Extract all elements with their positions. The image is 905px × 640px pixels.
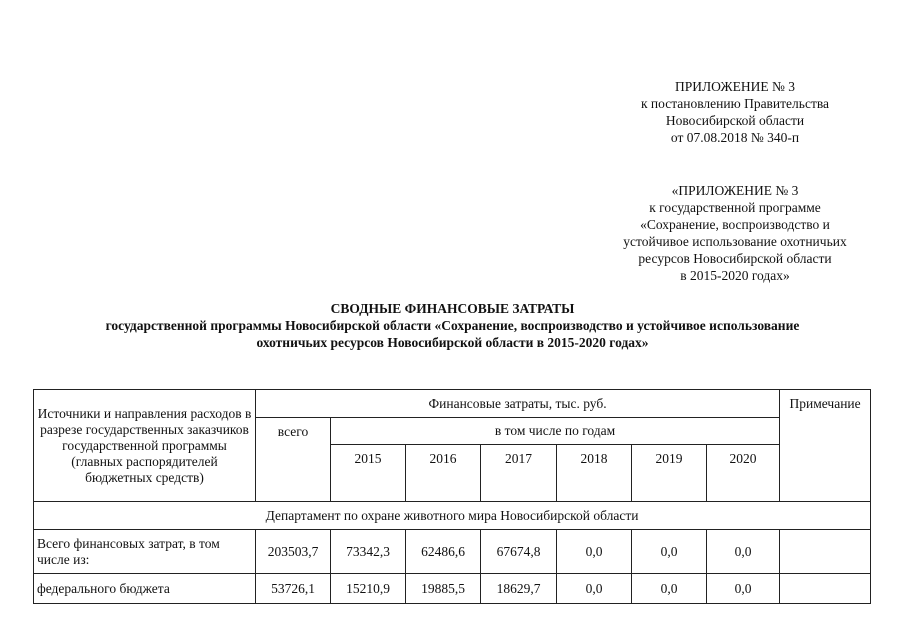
appendix2-line: к государственной программе bbox=[649, 200, 821, 215]
costs-header: Финансовые затраты, тыс. руб. bbox=[256, 390, 780, 418]
appendix1-line: ПРИЛОЖЕНИЕ № 3 bbox=[674, 79, 796, 94]
row-value: 0,0 bbox=[557, 530, 632, 574]
document-heading bbox=[20, 300, 885, 351]
row-label: Всего финансовых затрат, в том числе из: bbox=[34, 530, 256, 574]
year-header: 2019 bbox=[632, 445, 707, 502]
year-header: 2020 bbox=[707, 445, 780, 502]
department-name: Департамент по охране животного мира Новосибирской области bbox=[34, 502, 871, 530]
appendix2-line: в 2015-2020 годах» bbox=[680, 268, 790, 283]
appendix-block-1 bbox=[600, 78, 870, 146]
row-note bbox=[780, 574, 871, 604]
row-value: 0,0 bbox=[707, 530, 780, 574]
row-label: федерального бюджета bbox=[34, 574, 256, 604]
year-header: 2016 bbox=[406, 445, 481, 502]
row-total: 203503,7 bbox=[256, 530, 331, 574]
appendix2-line: устойчивое использование охотничьих bbox=[623, 234, 847, 249]
row-value: 15210,9 bbox=[331, 574, 406, 604]
row-value: 0,0 bbox=[632, 530, 707, 574]
row-value: 18629,7 bbox=[481, 574, 557, 604]
row-value: 19885,5 bbox=[406, 574, 481, 604]
row-note bbox=[780, 530, 871, 574]
year-header: 2017 bbox=[481, 445, 557, 502]
appendix2-line: «Сохранение, воспроизводство и bbox=[640, 217, 830, 232]
appendix1-line: к постановлению Правительства bbox=[640, 96, 830, 111]
row-value: 73342,3 bbox=[331, 530, 406, 574]
total-header: всего bbox=[256, 418, 331, 502]
appendix2-line: ресурсов Новосибирской области bbox=[638, 251, 832, 266]
row-total: 53726,1 bbox=[256, 574, 331, 604]
row-value: 0,0 bbox=[632, 574, 707, 604]
by-years-header: в том числе по годам bbox=[331, 418, 780, 445]
financial-costs-table bbox=[33, 389, 871, 604]
document-subtitle-line-1: государственной программы Новосибирской области «Сохранение, воспроизводство и устойчивое использование bbox=[105, 318, 800, 333]
header-row-1 bbox=[34, 390, 871, 418]
note-header: Примечание bbox=[780, 390, 871, 502]
row-value: 62486,6 bbox=[406, 530, 481, 574]
row-value: 0,0 bbox=[557, 574, 632, 604]
table-row bbox=[34, 574, 871, 604]
department-row bbox=[34, 502, 871, 530]
row-value: 0,0 bbox=[707, 574, 780, 604]
source-header: Источники и направления расходов в разрезе государственных заказчиков государственной программы (главных распорядителей бюджетных средств) bbox=[34, 390, 256, 502]
appendix-block-2 bbox=[590, 182, 880, 284]
table-row bbox=[34, 530, 871, 574]
appendix1-line: от 07.08.2018 № 340-п bbox=[670, 130, 800, 145]
year-header: 2018 bbox=[557, 445, 632, 502]
document-title: СВОДНЫЕ ФИНАНСОВЫЕ ЗАТРАТЫ bbox=[330, 301, 575, 316]
document-subtitle-line-2: охотничьих ресурсов Новосибирской области в 2015-2020 годах» bbox=[256, 335, 649, 350]
row-value: 67674,8 bbox=[481, 530, 557, 574]
year-header: 2015 bbox=[331, 445, 406, 502]
appendix1-line: Новосибирской области bbox=[665, 113, 805, 128]
appendix2-line: «ПРИЛОЖЕНИЕ № 3 bbox=[671, 183, 799, 198]
